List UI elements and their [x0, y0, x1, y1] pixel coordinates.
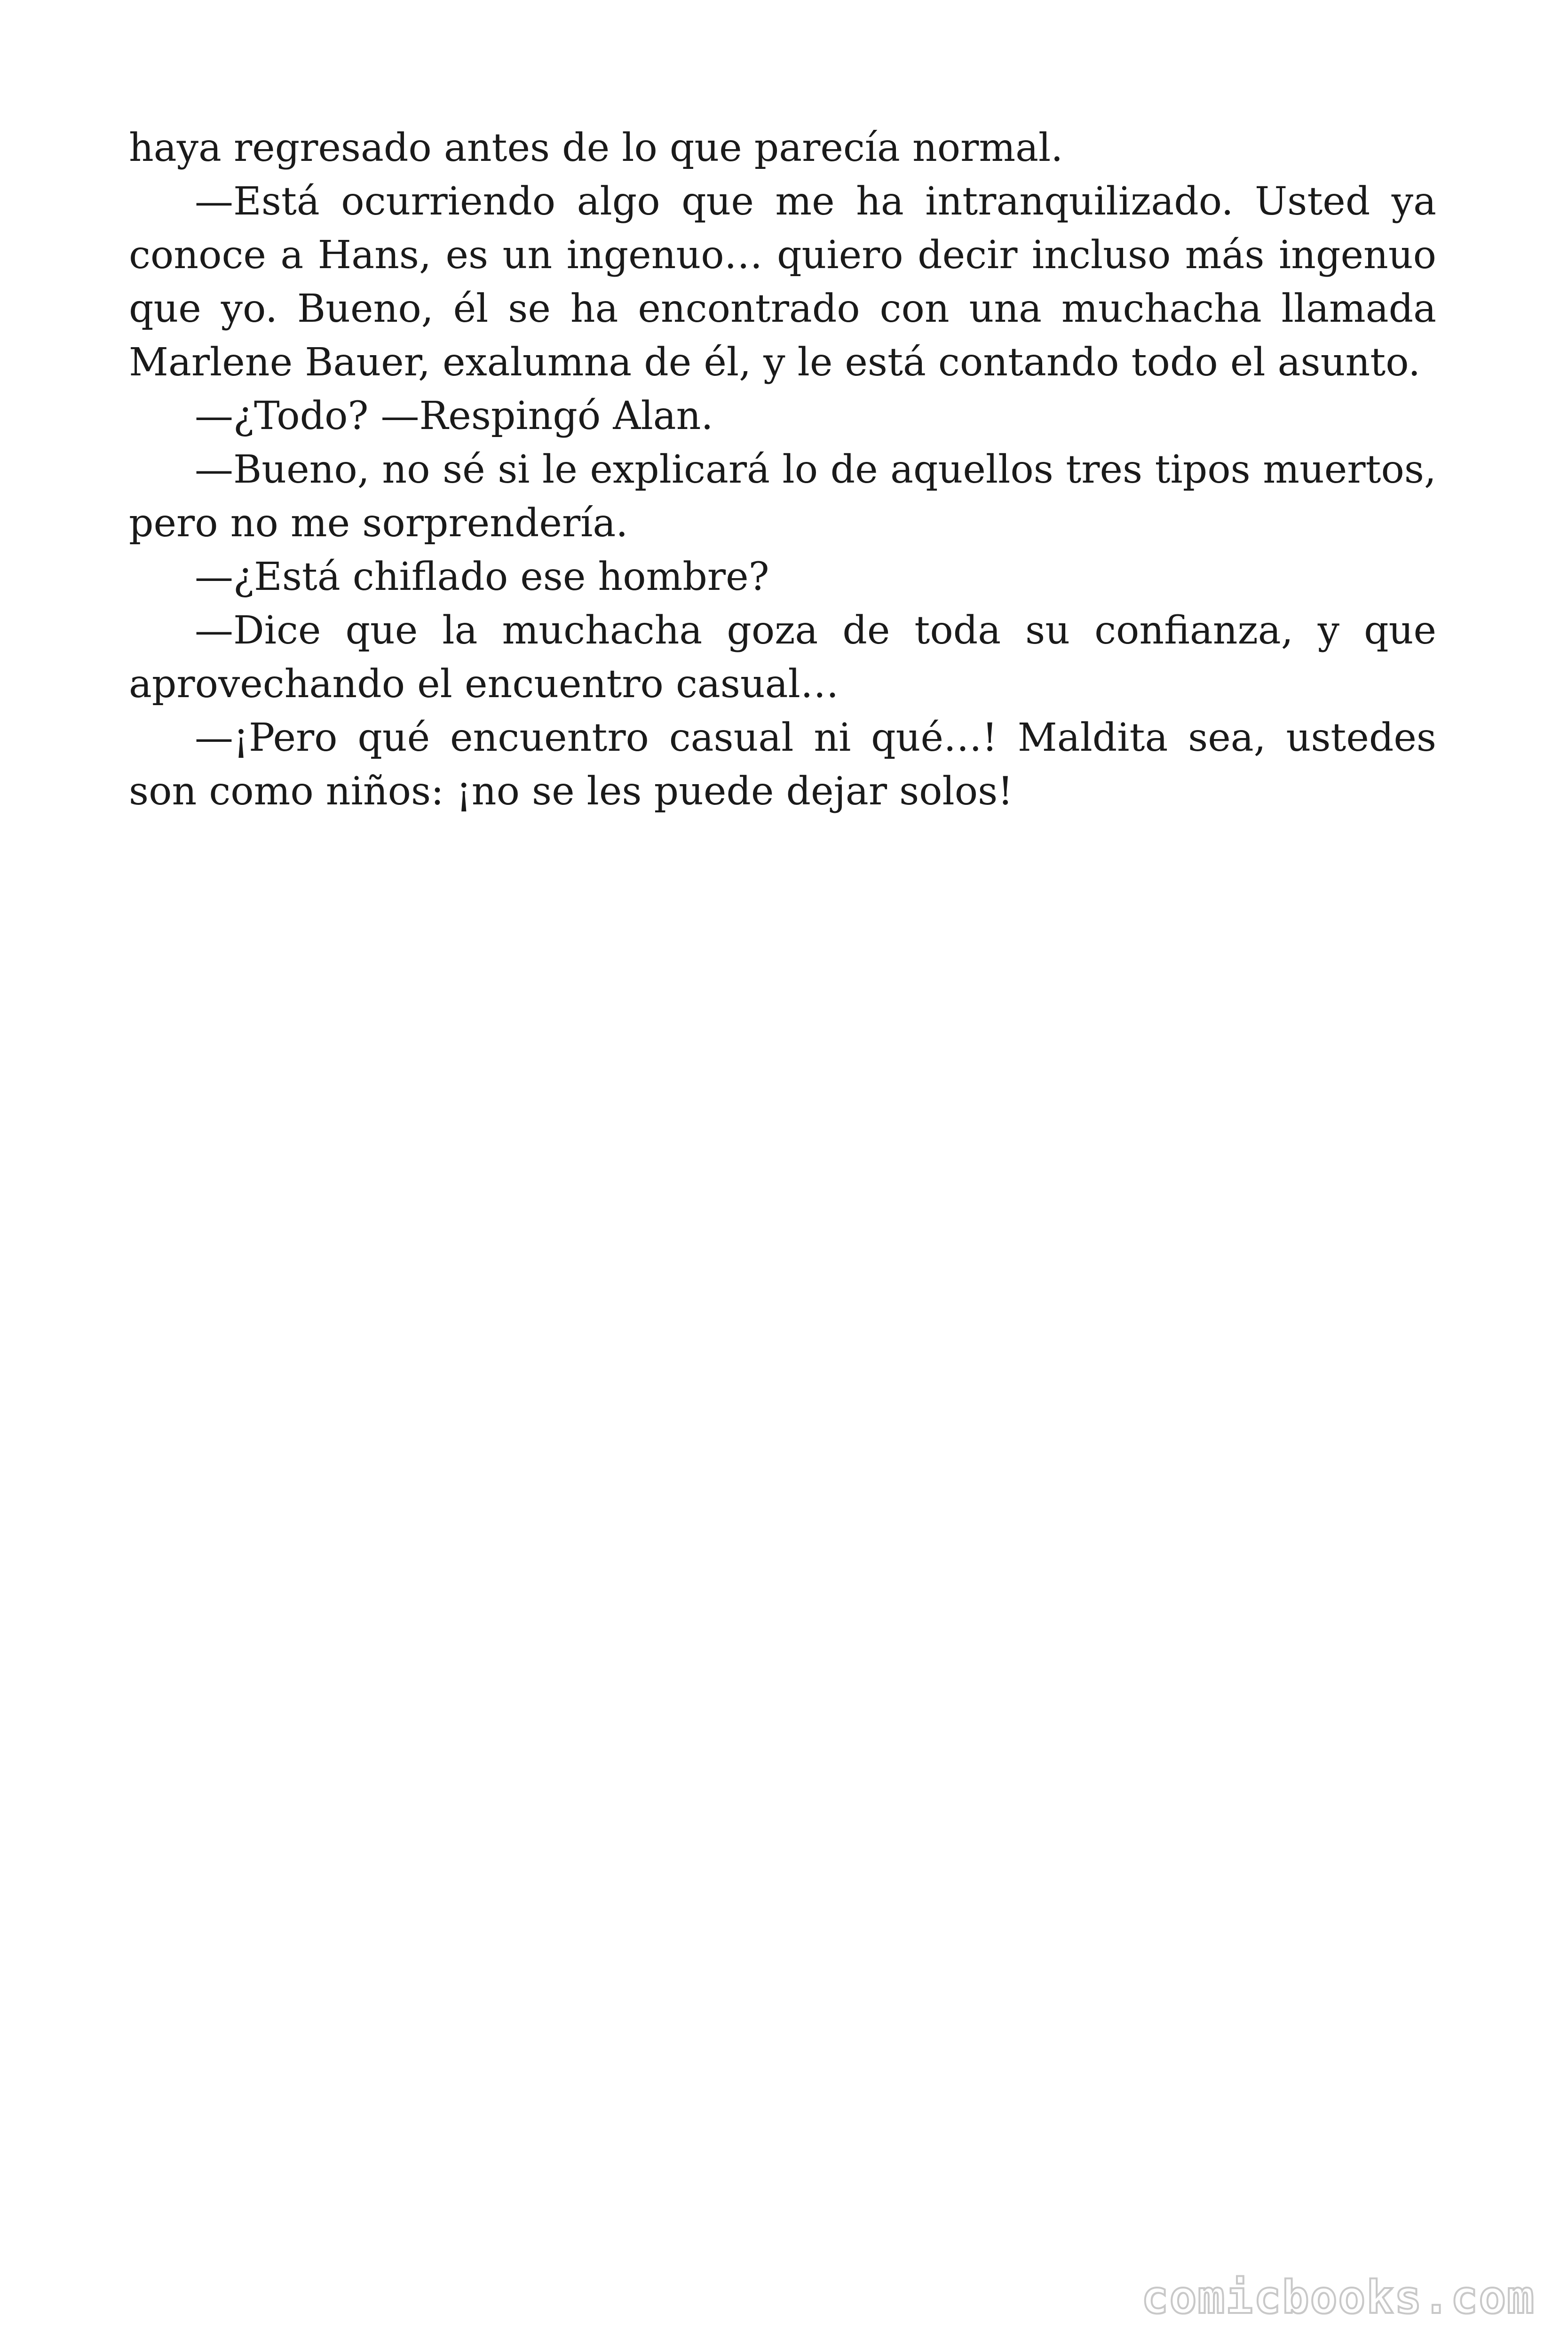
paragraph: —¡Pero qué encuentro casual ni qué…! Maldita sea, ustedes son como niños: ¡no se les puede dejar solos! [129, 715, 1436, 814]
body-text [129, 121, 1436, 818]
paragraph: —Está ocurriendo algo que me ha intranquilizado. Usted ya conoce a Hans, es un ingenuo… quiero decir incluso más ingenuo que yo. Bueno, él se ha encontrado con una muchacha llamada Marlene Bauer, exalumna de él, y le está contando todo el asunto. [129, 179, 1436, 385]
paragraph: —¿Todo? —Respingó Alan. [195, 394, 713, 438]
watermark: comicbooks.com [1141, 2271, 1535, 2324]
paragraph: —Dice que la muchacha goza de toda su confianza, y que aprovechando el encuentro casual… [129, 608, 1436, 707]
paragraph: —¿Está chiflado ese hombre? [195, 555, 769, 599]
paragraph: —Bueno, no sé si le explicará lo de aquellos tres tipos muertos, pero no me sorprendería. [129, 447, 1436, 546]
paragraph: haya regresado antes de lo que parecía normal. [129, 126, 1063, 170]
